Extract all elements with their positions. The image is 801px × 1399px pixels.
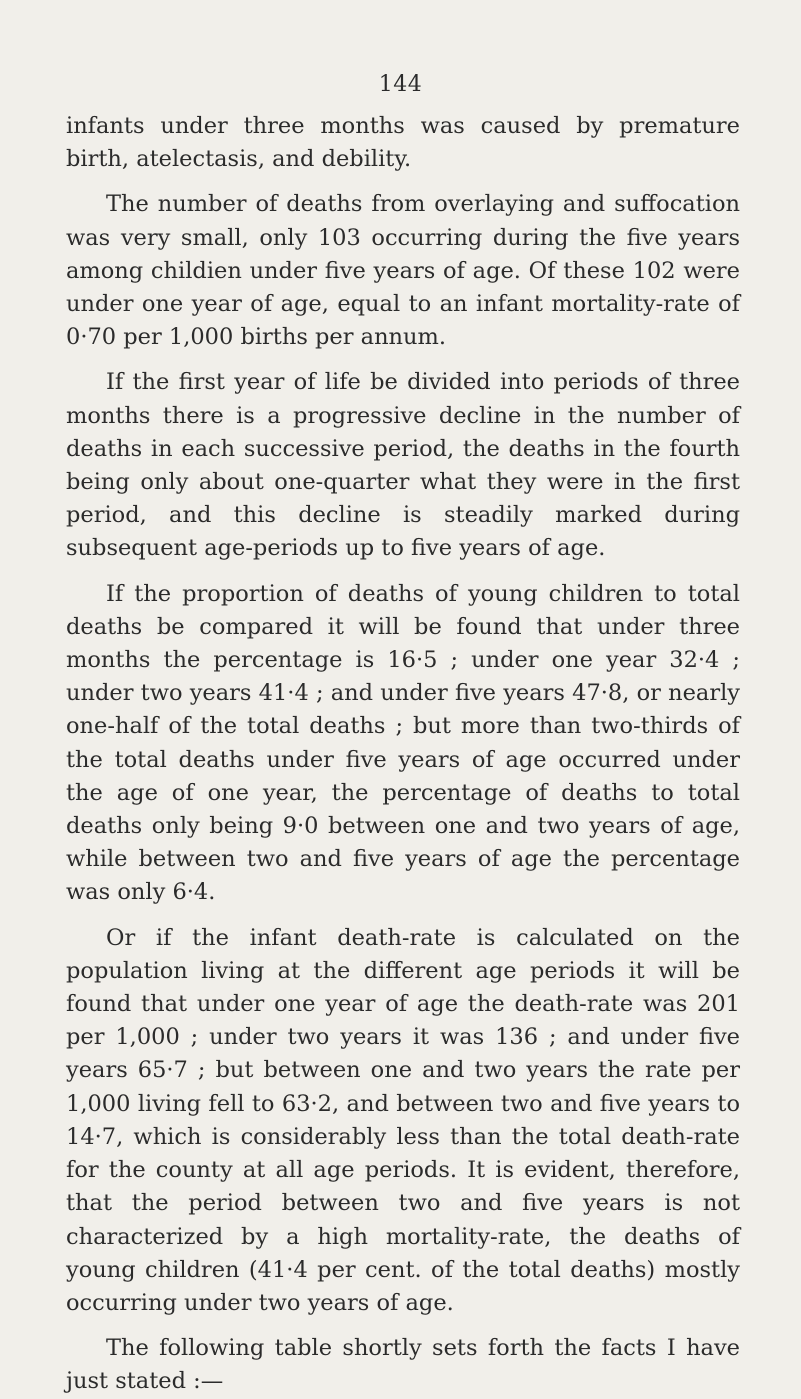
paragraph-first-year-periods: If the first year of life be divided into periods of three months there is a progressive decline in the number of deaths in each successive period, the deaths in the fourth being only about one-quarter what they were in the first period, and this decline is steadily marked during subsequent age-periods up to five years of age. <box>66 369 740 562</box>
paragraph-continued: infants under three months was caused by premature birth, atelectasis, and debility. <box>66 113 740 173</box>
paragraph-proportion-of-deaths: If the proportion of deaths of young children to total deaths be compared it will be found that under three months the percentage is 16·5 ; under one year 32·4 ; under two years 41·4 ; and under five years 47·8, or nearly one-half of the total deaths ; but more than two-thirds of the total deaths under five years of age occurred under the age of one year, the percentage of deaths to total deaths only being 9·0 between one and two years of age, while between two and five years of age the percentage was only 6·4. <box>66 580 740 906</box>
paragraph-overlaying-deaths: The number of deaths from overlaying and suffocation was very small, only 103 occurring during the five years among childien under five years of age. Of these 102 were under one year of age, equal to an infant mortality-rate of 0·70 per 1,000 births per annum. <box>66 191 740 351</box>
page-number: 144 <box>378 72 423 97</box>
paragraph-infant-death-rate: Or if the infant death-rate is calculated on the population living at the different age periods it will be found that under one year of age the death-rate was 201 per 1,000 ; under two years it was 136 ; and under five years 65·7 ; but between one and two years the rate per 1,000 living fell to 63·2, and between two and five years to 14·7, which is considerably less than the total death-rate for the county at all age periods. It is evident, therefore, that the period between two and five years is not characterized by a high mortality-rate, the deaths of young children (41·4 per cent. of the total deaths) mostly occurring under two years of age. <box>66 924 740 1316</box>
paragraph-table-intro: The following table shortly sets forth the facts I have just stated :— <box>66 1335 740 1395</box>
body-text <box>66 110 740 1399</box>
